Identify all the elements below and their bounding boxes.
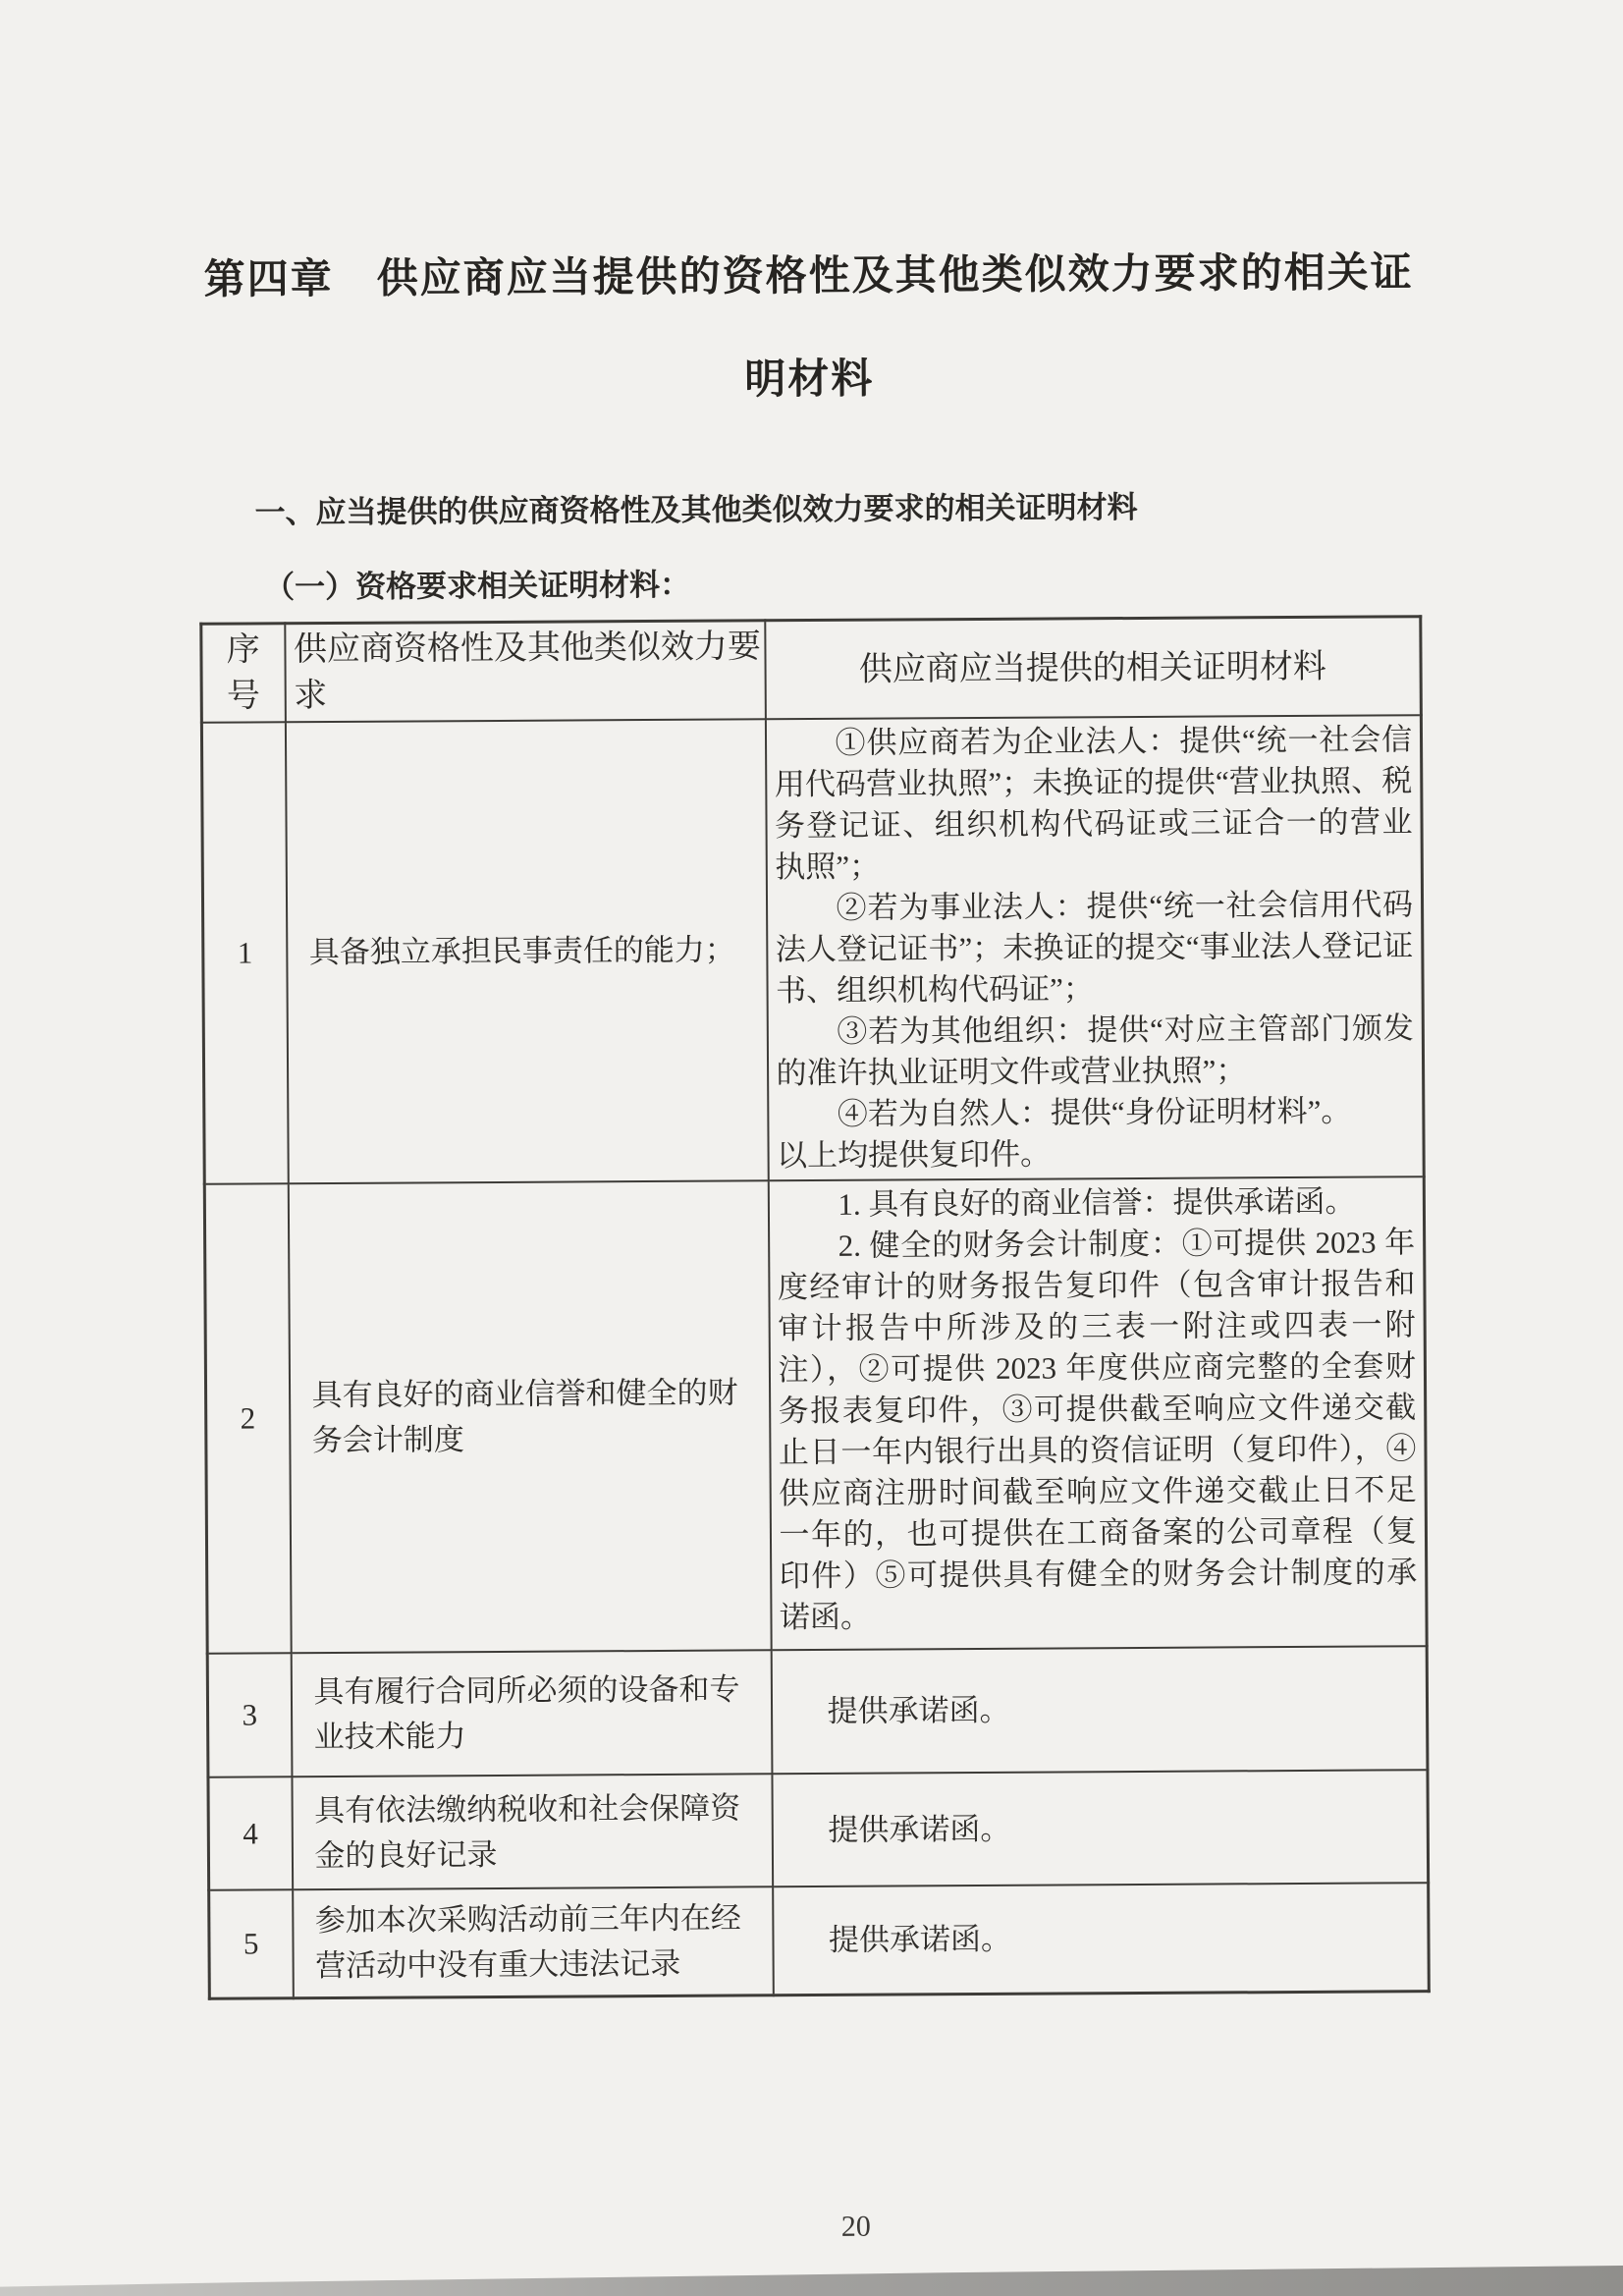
row-5-no: 5 <box>209 1889 294 1998</box>
row-1-no: 1 <box>201 722 288 1184</box>
row-4-no: 4 <box>208 1777 293 1890</box>
subsection-heading: （一）资格要求相关证明材料： <box>263 567 691 605</box>
qualification-table <box>199 615 1431 2000</box>
proof-paragraph: 提供承诺函。 <box>828 1811 1011 1847</box>
row-1-proof <box>765 715 1424 1180</box>
proof-paragraph: ②若为事业法人：提供“统一社会信用代码法人登记证书”；未换证的提交“事业法人登记证书、组织机构代码证”； <box>775 887 1414 1009</box>
section-heading: 一、应当提供的供应商资格性及其他类似效力要求的相关证明材料 <box>254 489 1138 530</box>
scanned-sheet <box>195 0 1432 2248</box>
page-title <box>197 220 1421 434</box>
row-4-proof <box>772 1770 1429 1886</box>
table-row-2 <box>204 1176 1427 1654</box>
row-3-requirement: 具有履行合同所必须的设备和专业技术能力 <box>291 1650 772 1777</box>
table-header-requirement: 供应商资格性及其他类似效力要求 <box>285 621 766 722</box>
table-row-3 <box>207 1646 1428 1777</box>
proof-paragraph: 以上均提供复印件。 <box>776 1136 1052 1174</box>
page-number: 20 <box>840 2210 871 2243</box>
row-3-no: 3 <box>207 1653 292 1777</box>
row-2-proof <box>768 1176 1427 1650</box>
proof-paragraph: ④若为自然人：提供“身份证明材料”。 <box>837 1093 1352 1131</box>
proof-paragraph: 提供承诺函。 <box>828 1921 1012 1957</box>
page-title-line-2: 明材料 <box>744 355 875 403</box>
qualification-table-body <box>201 715 1429 1998</box>
row-5-requirement: 参加本次采购活动前三年内在经营活动中没有重大违法记录 <box>293 1886 774 1997</box>
proof-paragraph: 2. 健全的财务会计制度：①可提供 2023 年度经审计的财务报告复印件（包含审计报告和审计报告中所涉及的三表一附注或四表一附注），②可提供 2023 年度供应商完整的全套财务报表复印件，③可提供截至响应文件递交截止日一年内银行出具的资信证明（复印件），④供应商注册时间截至响应文件递交截止日不足一年的，也可提供在工商备案的公司章程（复印件）⑤可提供具有健全的财务会计制度的承诺函。 <box>777 1225 1418 1635</box>
proof-paragraph: ①供应商若为企业法人：提供“统一社会信用代码营业执照”；未换证的提供“营业执照、税务登记证、组织机构代码证或三证合一的营业执照”； <box>774 722 1413 885</box>
table-header-proof: 供应商应当提供的相关证明材料 <box>765 617 1422 720</box>
table-row-4 <box>208 1770 1429 1890</box>
proof-paragraph: 提供承诺函。 <box>827 1692 1010 1728</box>
scan-edge-shadow <box>0 2261 1623 2296</box>
table-header-row <box>201 617 1422 723</box>
table-header-no: 序号 <box>201 624 286 723</box>
qualification-table-header <box>201 617 1422 723</box>
table-row-1 <box>201 715 1424 1184</box>
row-2-no: 2 <box>204 1183 291 1654</box>
proof-paragraph: ③若为其他组织：提供“对应主管部门颁发的准许执业证明文件或营业执照”； <box>776 1011 1414 1091</box>
row-5-proof <box>773 1883 1430 1995</box>
row-1-requirement: 具备独立承担民事责任的能力； <box>285 719 768 1183</box>
proof-paragraph: 1. 具有良好的商业信誉：提供承诺函。 <box>838 1183 1356 1222</box>
row-2-requirement: 具有良好的商业信誉和健全的财务会计制度 <box>288 1180 771 1653</box>
table-row-5 <box>209 1883 1430 1998</box>
row-4-requirement: 具有依法缴纳税收和社会保障资金的良好记录 <box>292 1774 773 1889</box>
page-title-line-1: 第四章 供应商应当提供的资格性及其他类似效力要求的相关证 <box>203 248 1414 302</box>
row-3-proof <box>771 1646 1428 1774</box>
